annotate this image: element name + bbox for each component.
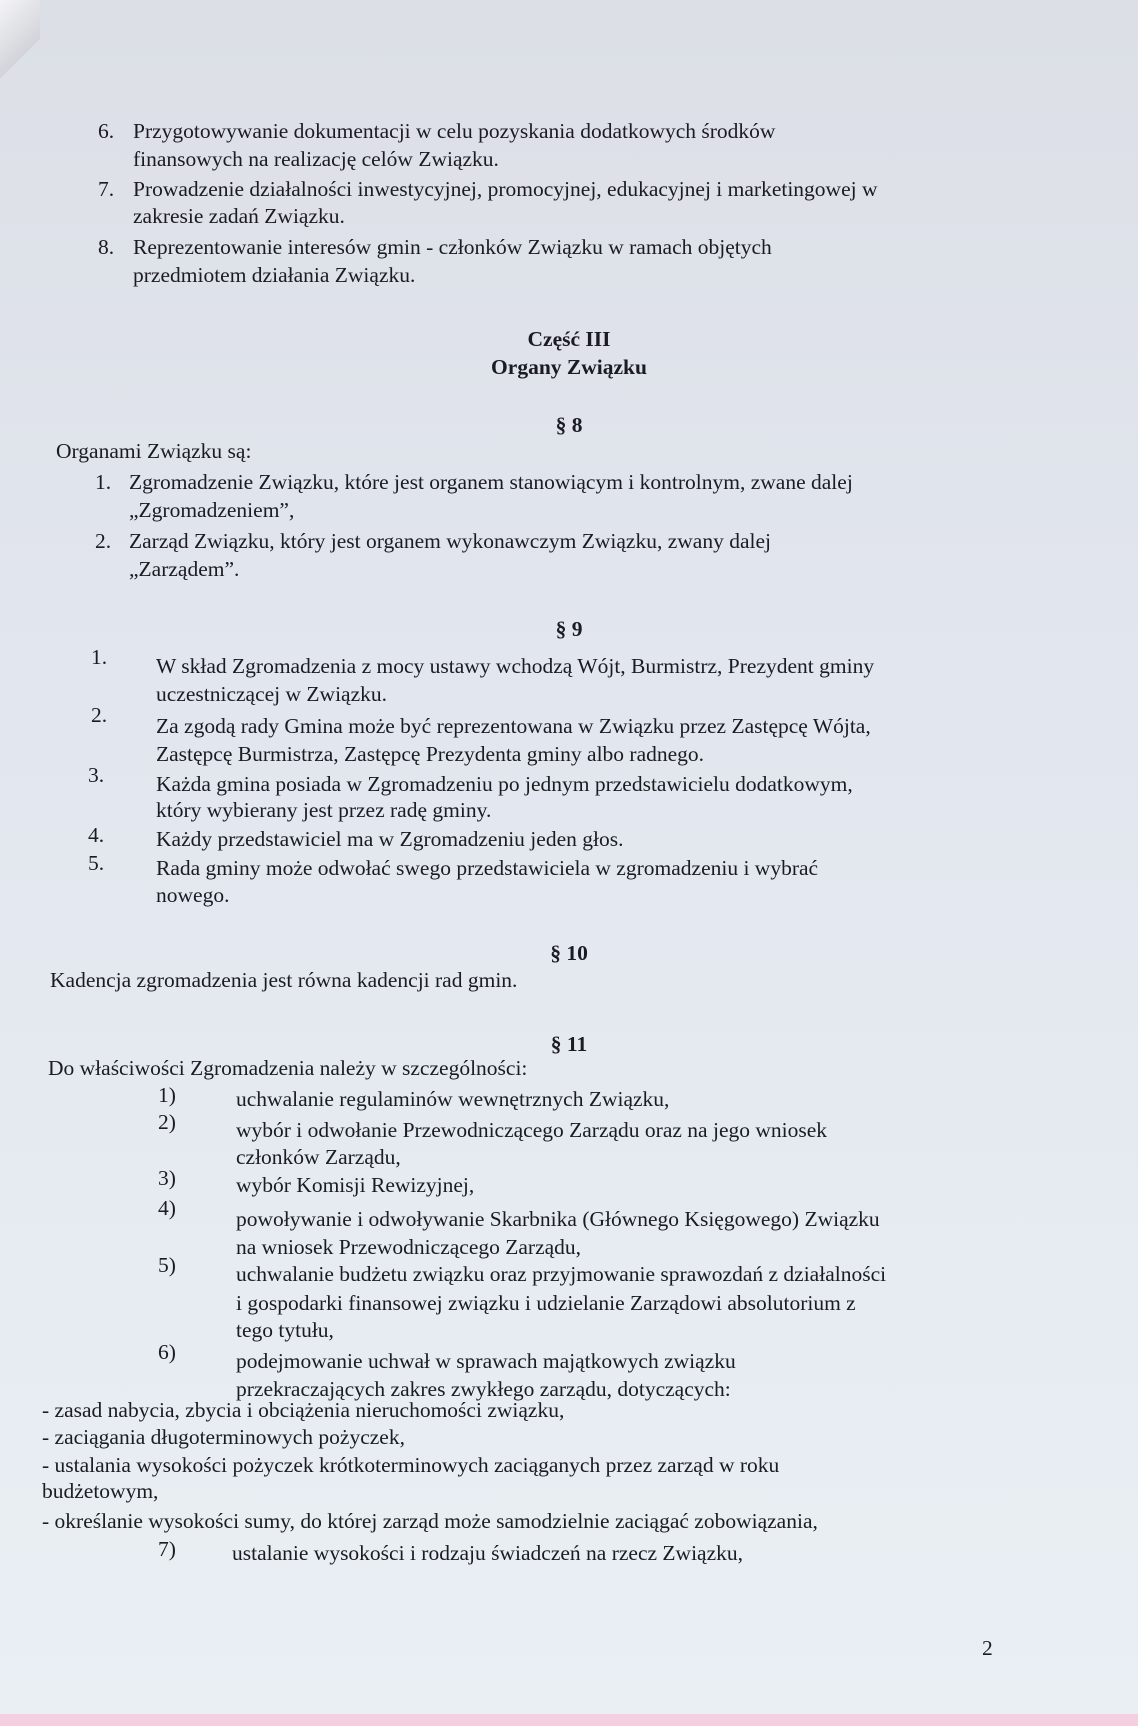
s11-item-num: 3) — [158, 1166, 176, 1190]
page-fold-corner — [0, 0, 40, 90]
s9-item-num: 5. — [88, 851, 105, 875]
s11-item-text: uchwalanie regulaminów wewnętrznych Związku, — [236, 1087, 670, 1111]
s11-dash-item: - zaciągania długoterminowych pożyczek, — [42, 1425, 405, 1449]
section-heading-11: § 11 — [550, 1032, 588, 1056]
s8-item-num: 1. — [95, 470, 112, 494]
s9-item-text: który wybierany jest przez radę gminy. — [156, 798, 492, 822]
intro-item-text: Reprezentowanie interesów gmin - członków Związku w ramach objętych — [133, 235, 772, 259]
s9-item-text: W skład Zgromadzenia z mocy ustawy wchodzą Wójt, Burmistrz, Prezydent gminy — [156, 654, 875, 678]
s11-dash-item: - zasad nabycia, zbycia i obciążenia nieruchomości związku, — [42, 1398, 565, 1422]
section-heading-9: § 9 — [555, 617, 583, 641]
s11-item-text: ustalanie wysokości i rodzaju świadczeń na rzecz Związku, — [232, 1541, 744, 1565]
part-subtitle: Organy Związku — [491, 355, 647, 379]
s9-item-num: 4. — [88, 823, 105, 847]
s8-item-text: „Zgromadzeniem”, — [129, 498, 295, 522]
intro-item-text: przedmiotem działania Związku. — [133, 263, 416, 287]
intro-item-text: finansowych na realizację celów Związku. — [133, 147, 499, 171]
s11-item-text: uchwalanie budżetu związku oraz przyjmowanie sprawozdań z działalności — [236, 1262, 887, 1286]
s9-item-text: Zastępcę Burmistrza, Zastępcę Prezydenta gminy albo radnego. — [156, 742, 705, 766]
s11-item-num: 4) — [158, 1196, 176, 1220]
s11-item-text: powoływanie i odwoływanie Skarbnika (Głównego Księgowego) Związku — [236, 1207, 880, 1231]
s11-item-text: i gospodarki finansowej związku i udzielanie Zarządowi absolutorium z — [236, 1291, 856, 1315]
s11-item-num: 1) — [158, 1083, 176, 1107]
s8-item-num: 2. — [95, 529, 112, 553]
s9-item-text: nowego. — [156, 883, 230, 907]
intro-item-text: Przygotowywanie dokumentacji w celu pozyskania dodatkowych środków — [133, 119, 776, 143]
s11-item-text: tego tytułu, — [236, 1318, 334, 1342]
section-8-lead: Organami Związku są: — [56, 439, 252, 463]
s11-item-num: 5) — [158, 1253, 176, 1277]
s11-dash-item: budżetowym, — [42, 1479, 159, 1503]
s9-item-num: 3. — [88, 763, 105, 787]
s11-item-text: na wniosek Przewodniczącego Zarządu, — [236, 1235, 582, 1259]
s8-item-text: „Zarządem”. — [129, 557, 240, 581]
section-heading-8: § 8 — [555, 413, 583, 437]
s9-item-text: uczestniczącej w Związku. — [156, 682, 387, 706]
s9-item-text: Każda gmina posiada w Zgromadzeniu po jednym przedstawicielu dodatkowym, — [156, 772, 853, 796]
s11-item-text: członków Zarządu, — [236, 1145, 401, 1169]
s9-item-num: 1. — [91, 645, 108, 669]
page-bottom-edge — [0, 1714, 1138, 1726]
s9-item-text: Za zgodą rady Gmina może być reprezentowana w Związku przez Zastępcę Wójta, — [156, 714, 871, 738]
s8-item-text: Zarząd Związku, który jest organem wykonawczym Związku, zwany dalej — [129, 529, 771, 553]
s8-item-text: Zgromadzenie Związku, które jest organem stanowiącym i kontrolnym, zwane dalej — [129, 470, 853, 494]
intro-item-num: 8. — [98, 235, 115, 259]
s11-item-num: 6) — [158, 1340, 176, 1364]
intro-item-num: 6. — [98, 119, 115, 143]
section-10-text: Kadencja zgromadzenia jest równa kadencji rad gmin. — [50, 968, 518, 992]
intro-item-num: 7. — [98, 177, 115, 201]
s11-dash-item: - ustalania wysokości pożyczek krótkoterminowych zaciąganych przez zarząd w roku — [42, 1453, 780, 1477]
intro-item-text: Prowadzenie działalności inwestycyjnej, promocyjnej, edukacyjnej i marketingowej w — [133, 177, 878, 201]
section-11-lead: Do właściwości Zgromadzenia należy w szczególności: — [48, 1056, 528, 1080]
page-number: 2 — [982, 1636, 993, 1660]
s11-item-text: wybór i odwołanie Przewodniczącego Zarządu oraz na jego wniosek — [236, 1118, 828, 1142]
s11-dash-item: - określanie wysokości sumy, do której zarząd może samodzielnie zaciągać zobowiązania, — [42, 1509, 818, 1533]
s9-item-text: Każdy przedstawiciel ma w Zgromadzeniu jeden głos. — [156, 827, 624, 851]
s11-item-text: wybór Komisji Rewizyjnej, — [236, 1173, 475, 1197]
s11-item-num: 2) — [158, 1110, 176, 1134]
part-title: Część III — [527, 327, 611, 351]
s9-item-text: Rada gminy może odwołać swego przedstawiciela w zgromadzeniu i wybrać — [156, 856, 819, 880]
s9-item-num: 2. — [91, 703, 108, 727]
s11-item-text: podejmowanie uchwał w sprawach majątkowych związku — [236, 1349, 736, 1373]
s11-item-text: przekraczających zakres zwykłego zarządu, dotyczących: — [236, 1377, 731, 1401]
s11-item-num: 7) — [158, 1537, 176, 1561]
intro-item-text: zakresie zadań Związku. — [133, 204, 345, 228]
section-heading-10: § 10 — [550, 941, 588, 965]
